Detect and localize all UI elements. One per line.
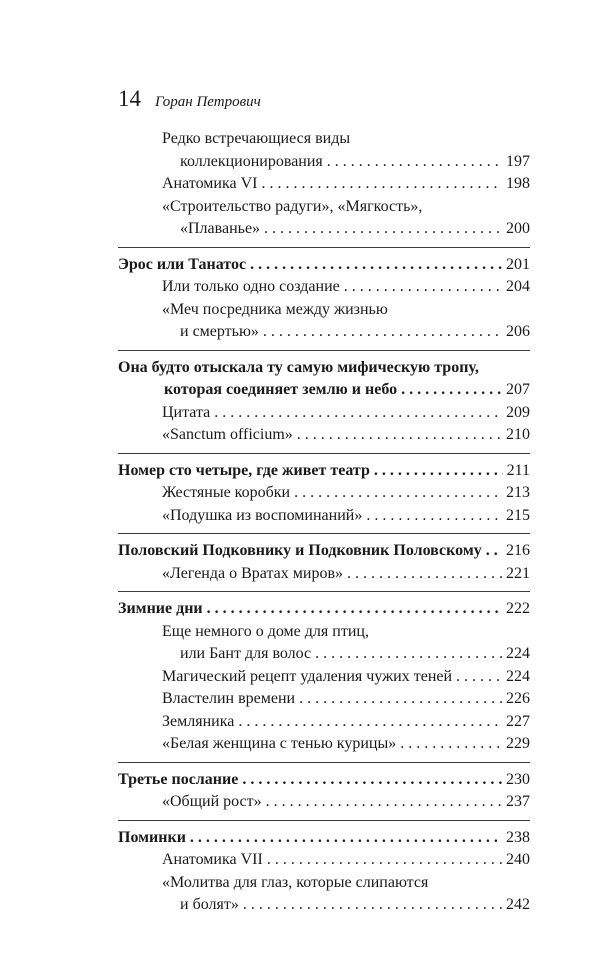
- toc-page-number: 224: [506, 645, 530, 662]
- page-header: [118, 86, 261, 112]
- dot-leader: [190, 827, 502, 850]
- toc-page-number: 237: [506, 793, 530, 810]
- toc-entry-title: Или только одно создание: [162, 278, 340, 295]
- toc-subentry: [118, 711, 530, 734]
- toc-chapter-entry: [118, 357, 530, 402]
- toc-section: [118, 453, 530, 528]
- toc-entry-title: «Молитва для глаз, которые слипаются: [162, 873, 429, 891]
- toc-subentry: [118, 621, 530, 666]
- toc-subentry: [118, 872, 530, 917]
- toc-entry-title: Поминки: [118, 828, 186, 846]
- toc-subentry: [118, 733, 530, 756]
- toc-entry-title: Половский Подковнику и Подковник Половскому: [118, 542, 482, 559]
- toc-section: [118, 762, 530, 814]
- toc-page-number: 227: [506, 712, 530, 730]
- toc-entry-title: «Sanctum officium»: [162, 426, 293, 443]
- toc-section: [118, 820, 530, 917]
- toc-page-number: 216: [506, 542, 530, 559]
- dot-leader: [400, 733, 502, 756]
- dot-leader: [263, 321, 502, 344]
- dot-leader: [456, 666, 502, 689]
- toc-subentry: [118, 791, 530, 814]
- toc-page-number: 224: [506, 667, 530, 685]
- toc-entry-title: «Плаванье»: [180, 220, 261, 237]
- dot-leader: [486, 540, 502, 563]
- toc-page-number: 215: [506, 506, 530, 524]
- toc-subentry: [118, 849, 530, 872]
- dot-leader: [374, 460, 503, 483]
- toc-page-number: 204: [506, 278, 530, 295]
- toc-chapter-entry: [118, 460, 530, 483]
- toc-subentry: [118, 173, 530, 196]
- toc-entry-title: «Строительство радуги», «Мягкость»,: [162, 197, 423, 215]
- toc-section: [118, 591, 530, 756]
- toc-page-number: 226: [506, 690, 530, 707]
- toc-subentry: [118, 402, 530, 425]
- toc-page-number: 198: [506, 175, 530, 192]
- toc-entry-title: Зимние дни: [118, 600, 203, 617]
- toc-section: [118, 350, 530, 447]
- dot-leader: [347, 563, 502, 586]
- toc-entry-title: Она будто отыскала ту самую мифическую тропу,: [118, 358, 479, 376]
- toc-entry-title: «Подушка из воспоминаний»: [162, 506, 363, 524]
- toc-entry-title: Магический рецепт удаления чужих теней: [162, 667, 453, 685]
- toc-subentry: [118, 128, 530, 173]
- toc-entry-title: или Бант для волос: [180, 645, 312, 662]
- toc-page-number: 242: [506, 896, 530, 913]
- table-of-contents: [118, 128, 530, 917]
- dot-leader: [366, 505, 502, 528]
- toc-entry-title: Властелин времени: [162, 690, 296, 707]
- toc-entry-title: и болят»: [180, 896, 239, 913]
- toc-page-number: 240: [506, 851, 530, 868]
- toc-page-number: 211: [506, 461, 530, 479]
- dot-leader: [243, 894, 502, 917]
- toc-entry-title: Номер сто четыре, где живет театр: [118, 461, 370, 479]
- toc-section: [118, 533, 530, 585]
- toc-entry-title: которая соединяет землю и небо: [164, 381, 398, 398]
- dot-leader: [238, 711, 502, 734]
- toc-page-number: 210: [506, 426, 530, 443]
- toc-entry-title: Цитата: [162, 403, 211, 421]
- toc-chapter-entry: [118, 254, 530, 277]
- toc-page-number: 213: [506, 484, 530, 501]
- dot-leader: [242, 769, 502, 792]
- toc-entry-title: «Легенда о Вратах миров»: [162, 564, 343, 582]
- toc-chapter-entry: [118, 827, 530, 850]
- toc-page-number: 200: [506, 220, 530, 237]
- dot-leader: [344, 276, 502, 299]
- toc-page-number: 209: [506, 403, 530, 421]
- toc-subentry: [118, 688, 530, 711]
- toc-entry-title: и смертью»: [180, 323, 259, 340]
- dot-leader: [214, 402, 502, 425]
- toc-page-number: 201: [506, 255, 530, 273]
- running-head-author: Горан Петрович: [155, 94, 261, 110]
- toc-page-number: 206: [506, 323, 530, 340]
- toc-page-number: 197: [506, 152, 530, 170]
- toc-subentry: [118, 299, 530, 344]
- toc-entry-title: Третье послание: [118, 770, 239, 788]
- toc-entry-title: Анатомика VI: [162, 175, 258, 192]
- toc-entry-title: Редко встречающиеся виды: [162, 130, 351, 147]
- toc-chapter-entry: [118, 540, 530, 563]
- toc-chapter-entry: [118, 598, 530, 621]
- toc-page-number: 238: [506, 828, 530, 846]
- toc-page-number: 230: [506, 770, 530, 788]
- toc-page-number: 221: [506, 564, 530, 582]
- toc-subentry: [118, 505, 530, 528]
- toc-entry-title: «Общий рост»: [162, 793, 262, 810]
- toc-entry-title: «Меч посредника между жизнью: [162, 300, 388, 318]
- toc-chapter-entry: [118, 769, 530, 792]
- toc-entry-title: Еще немного о доме для птиц,: [162, 622, 369, 640]
- toc-subentry: [118, 666, 530, 689]
- toc-entry-title: Земляника: [162, 712, 235, 730]
- toc-entry-title: коллекционирования: [180, 152, 323, 170]
- toc-entry-title: Эрос или Танатос: [118, 255, 247, 273]
- dot-leader: [297, 424, 502, 447]
- toc-subentry: [118, 424, 530, 447]
- toc-subentry: [118, 563, 530, 586]
- toc-page-number: 222: [506, 600, 530, 617]
- page-number: 14: [118, 86, 141, 111]
- toc-section: [118, 128, 530, 241]
- dot-leader: [250, 254, 502, 277]
- toc-section: [118, 247, 530, 344]
- dot-leader: [315, 643, 502, 666]
- dot-leader: [327, 151, 502, 174]
- toc-subentry: [118, 196, 530, 241]
- dot-leader: [299, 688, 502, 711]
- dot-leader: [266, 791, 502, 814]
- dot-leader: [294, 482, 502, 505]
- dot-leader: [207, 598, 502, 621]
- toc-page-number: 207: [506, 381, 530, 398]
- dot-leader: [267, 849, 502, 872]
- toc-subentry: [118, 276, 530, 299]
- dot-leader: [261, 173, 502, 196]
- dot-leader: [401, 379, 502, 402]
- toc-page-number: 229: [506, 735, 530, 752]
- dot-leader: [264, 218, 502, 241]
- toc-entry-title: Жестяные коробки: [162, 484, 291, 501]
- toc-entry-title: «Белая женщина с тенью курицы»: [162, 735, 397, 752]
- toc-subentry: [118, 482, 530, 505]
- toc-entry-title: Анатомика VII: [162, 851, 263, 868]
